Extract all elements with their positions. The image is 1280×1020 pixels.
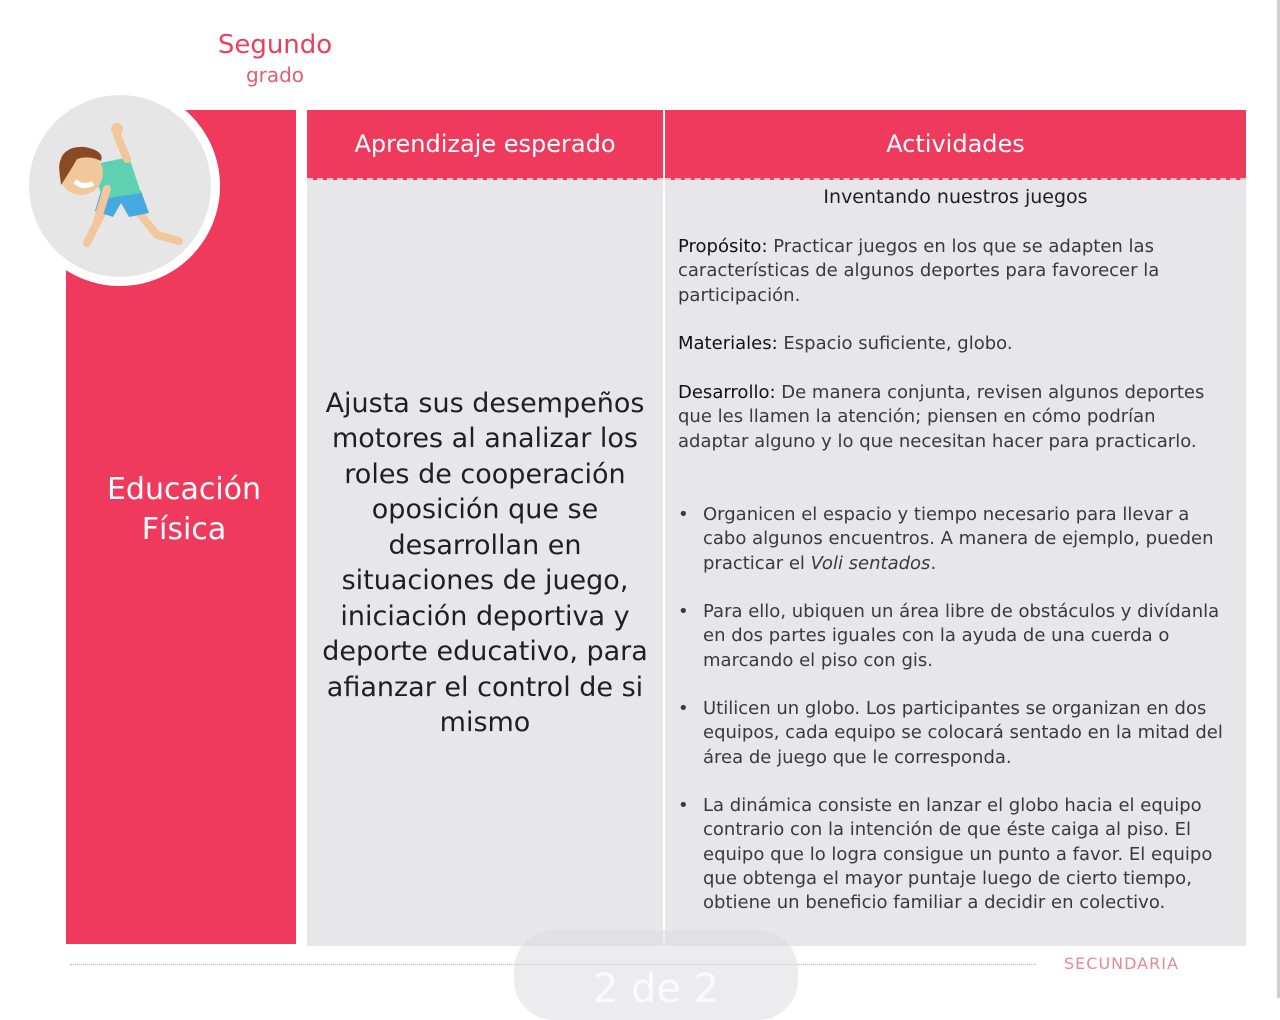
- footer-level-label: SECUNDARIA: [1064, 954, 1179, 973]
- bullet-text: Utilicen un globo. Los participantes se organizan en dos equipos, cada equipo se colocará sentado en la mitad del área de juego que le corresponda.: [703, 698, 1223, 768]
- materials-label: Materiales:: [678, 333, 778, 354]
- page-indicator: 2 de 2: [592, 966, 720, 1012]
- purpose-paragraph: [678, 235, 1228, 308]
- activities-column-header: [665, 110, 1246, 180]
- subject-line2: Física: [141, 512, 227, 547]
- learning-column-header: [307, 110, 663, 180]
- purpose-text: Practicar juegos en los que se adapten las características de algunos deportes para favorecer la participación.: [678, 236, 1160, 306]
- bullet-glyph: •: [678, 601, 689, 622]
- purpose-label: Propósito:: [678, 236, 768, 257]
- list-item: [678, 697, 1228, 770]
- bullet-text: Para ello, ubiquen un área libre de obstáculos y divídanla en dos partes iguales con la ayuda de una cuerda o marcando el piso con gis.: [703, 601, 1220, 671]
- bullet-glyph: •: [678, 698, 689, 719]
- bullet-glyph: •: [678, 795, 689, 816]
- materials-text: Espacio suficiente, globo.: [783, 333, 1013, 354]
- list-item: [678, 794, 1228, 915]
- learning-header-label: Aprendizaje esperado: [354, 130, 616, 158]
- development-paragraph: [678, 381, 1228, 454]
- subject-title: [66, 470, 302, 550]
- learning-cell: [307, 180, 663, 946]
- activity-title: Inventando nuestros juegos: [823, 186, 1088, 208]
- bullet-text-after: .: [930, 552, 937, 574]
- column-divider: [663, 110, 665, 946]
- child-stretching-icon: [29, 95, 211, 277]
- activities-header-label: Actividades: [886, 130, 1025, 158]
- development-text: De manera conjunta, revisen algunos deportes que les llamen la atención; piensen en cómo podrían adaptar alguno y lo que necesitan hacer para practicarlo.: [678, 382, 1205, 452]
- list-item: [678, 503, 1228, 576]
- learning-expected-text: Ajusta sus desempeños motores al analizar los roles de cooperación oposición que se desarrollan en situaciones de juego, iniciación deportiva y deporte educativo, para afianzar el control de si mismo: [322, 387, 648, 738]
- activities-cell: [665, 180, 1246, 946]
- grade-line2: grado: [245, 63, 305, 87]
- grade-heading: [180, 28, 370, 88]
- materials-paragraph: [678, 332, 1228, 356]
- list-item: [678, 600, 1228, 673]
- bullet-italic: Voli sentados: [810, 552, 931, 574]
- grade-line1: Segundo: [217, 30, 333, 60]
- bullet-text: La dinámica consiste en lanzar el globo hacia el equipo contrario con la intención de que éste caiga al piso. El equipo que lo logra consigue un punto a favor. El equipo que obtenga el mayor puntaje luego de cierto tiempo, obtiene un beneficio familiar a decidir en colectivo.: [703, 795, 1213, 914]
- subject-line1: Educación: [106, 472, 262, 507]
- development-label: Desarrollo:: [678, 382, 776, 403]
- bullet-text: Organicen el espacio y tiempo necesario para llevar a cabo algunos encuentros. A manera de ejemplo, pueden practicar el: [703, 504, 1214, 574]
- bullet-glyph: •: [678, 504, 689, 525]
